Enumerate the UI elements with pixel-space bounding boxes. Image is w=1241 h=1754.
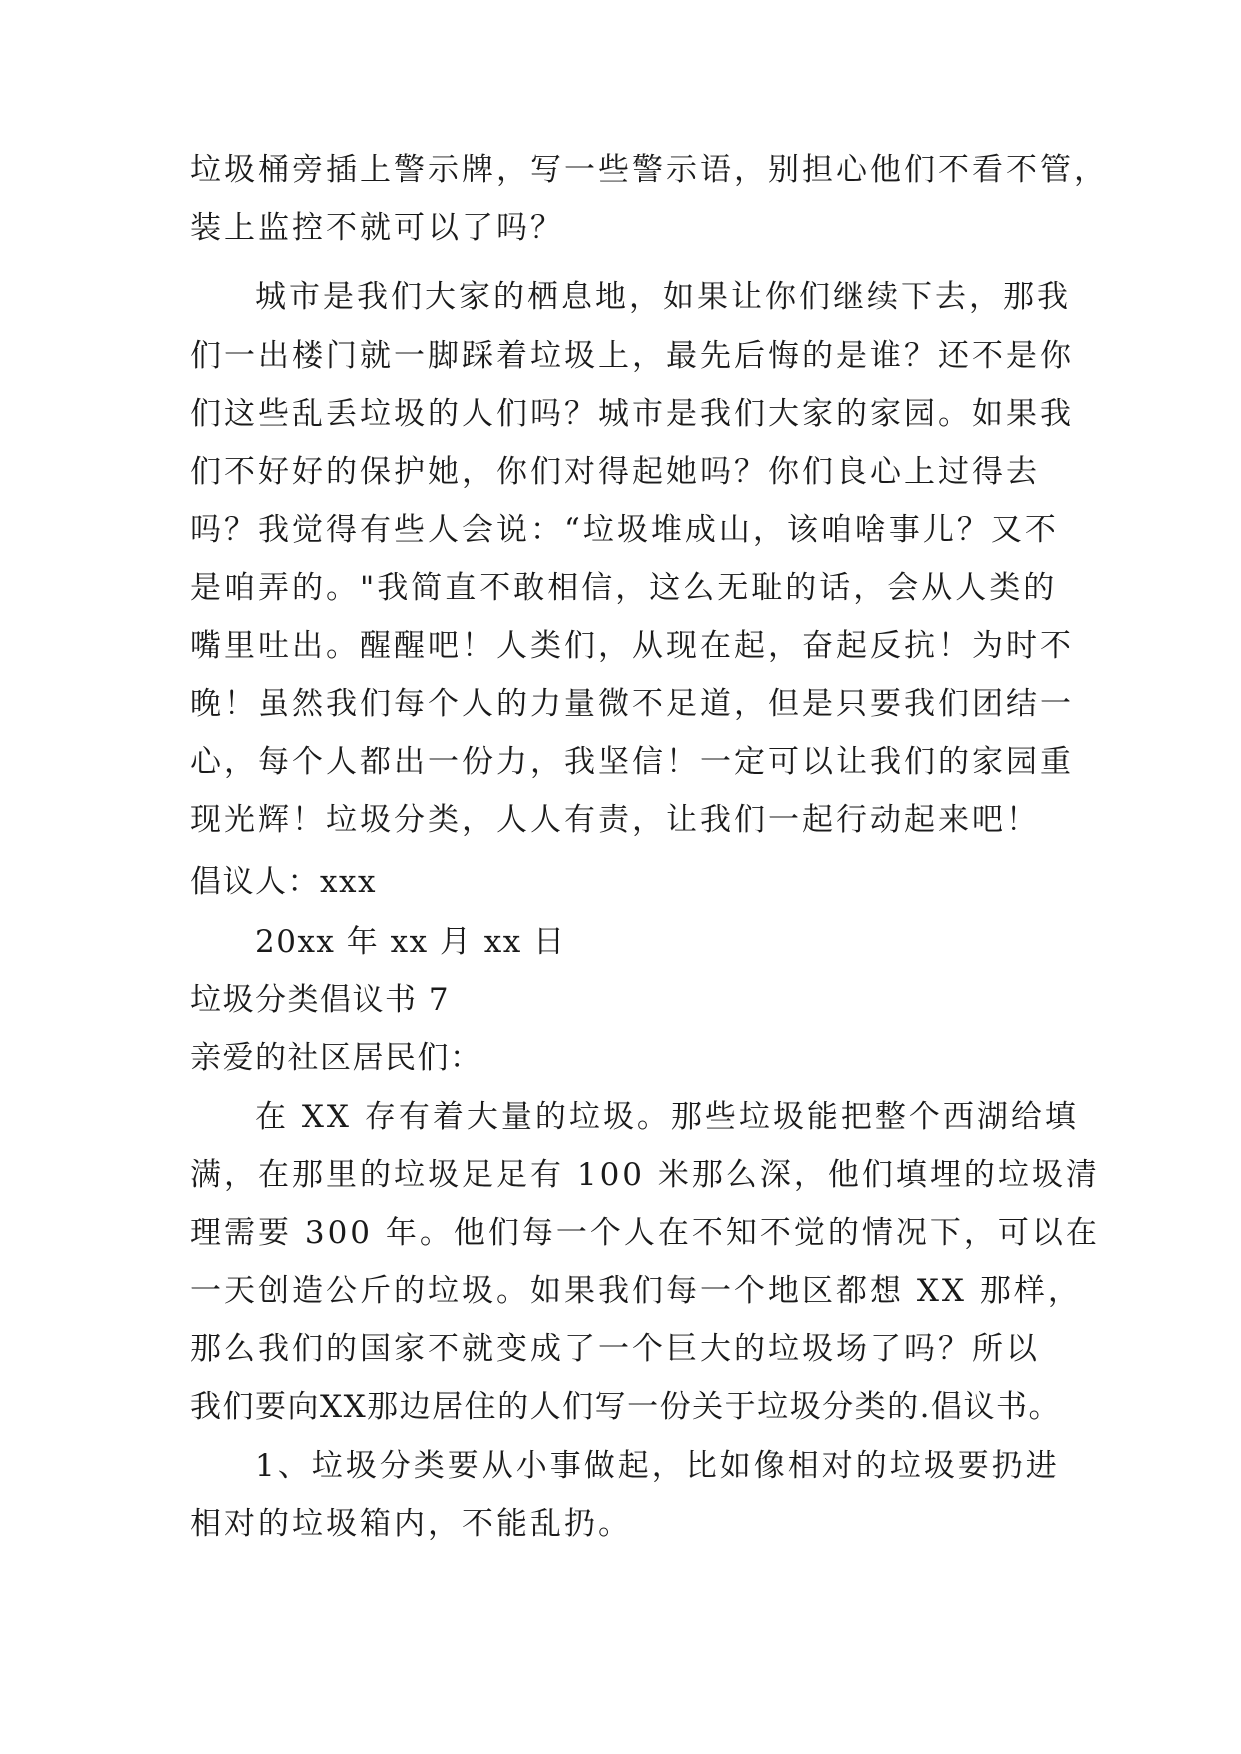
text-line: 嘴里吐出。醒醒吧！人类们，从现在起，奋起反抗！为时不 [190, 628, 1074, 664]
salutation-line: 亲爱的社区居民们： [190, 1040, 483, 1076]
date-line: 20xx 年 xx 月 xx 日 [255, 924, 566, 960]
signatory-line: 倡议人：xxx [190, 864, 377, 900]
text-line: 满，在那里的垃圾足足有 100 米那么深，他们填埋的垃圾清 [190, 1157, 1100, 1193]
text-line: 我们要向XX那边居住的人们写一份关于垃圾分类的.倡议书。 [190, 1389, 1061, 1425]
text-line: 晚！虽然我们每个人的力量微不足道，但是只要我们团结一 [190, 686, 1074, 722]
text-line: 们一出楼门就一脚踩着垃圾上，最先后悔的是谁？还不是你 [190, 338, 1074, 374]
text-line: 城市是我们大家的栖息地，如果让你们继续下去，那我 [255, 279, 1071, 315]
text-line: 现光辉！垃圾分类，人人有责，让我们一起行动起来吧！ [190, 802, 1040, 838]
text-line: 垃圾桶旁插上警示牌，写一些警示语，别担心他们不看不管， [190, 152, 1108, 188]
section-title: 垃圾分类倡议书 7 [190, 982, 451, 1018]
text-line: 装上监控不就可以了吗？ [190, 210, 564, 246]
text-line: 是咱弄的。"我简直不敢相信，这么无耻的话，会从人类的 [190, 570, 1058, 606]
text-line: 在 XX 存有着大量的垃圾。那些垃圾能把整个西湖给填 [255, 1099, 1079, 1135]
text-line: 们这些乱丢垃圾的人们吗？城市是我们大家的家园。如果我 [190, 396, 1074, 432]
text-line: 理需要 300 年。他们每一个人在不知不觉的情况下，可以在 [190, 1215, 1100, 1251]
text-line: 那么我们的国家不就变成了一个巨大的垃圾场了吗？所以 [190, 1331, 1040, 1367]
text-line: 吗？我觉得有些人会说：“垃圾堆成山，该咱啥事儿？又不 [190, 512, 1059, 548]
text-line: 一天创造公斤的垃圾。如果我们每一个地区都想 XX 那样， [190, 1273, 1082, 1309]
text-line: 相对的垃圾箱内，不能乱扔。 [190, 1506, 632, 1542]
text-line: 心，每个人都出一份力，我坚信！一定可以让我们的家园重 [190, 744, 1074, 780]
text-line: 们不好好的保护她，你们对得起她吗？你们良心上过得去 [190, 454, 1040, 490]
list-item: 1、垃圾分类要从小事做起，比如像相对的垃圾要扔进 [255, 1448, 1060, 1484]
